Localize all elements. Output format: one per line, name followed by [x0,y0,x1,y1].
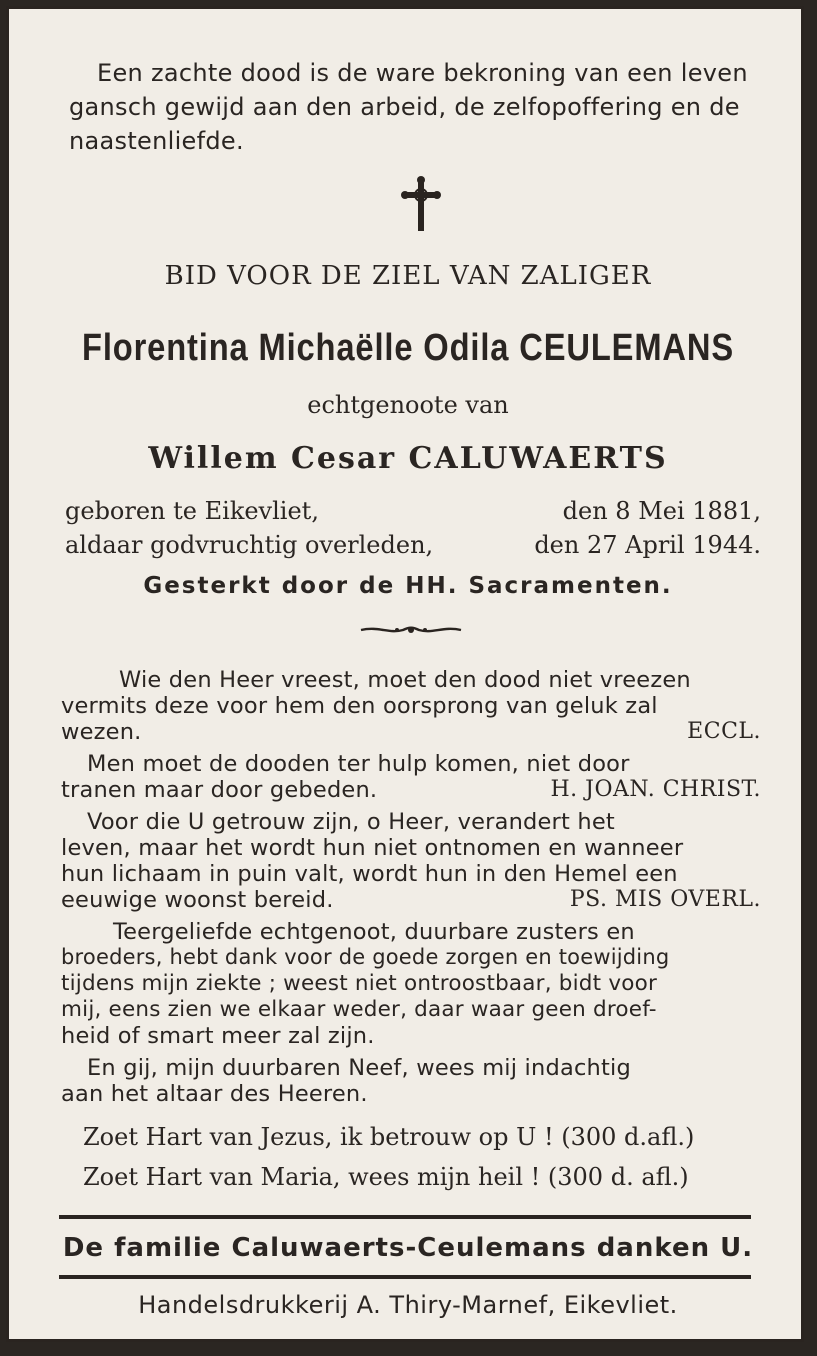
death-place: aldaar godvruchtig overleden, [65,531,434,559]
deceased-name: Florentina Michaëlle Odila CEULEMANS [82,327,734,369]
verse-2-line-2: tranen maar door gebeden. [61,777,378,803]
spouse-name: Willem Cesar CALUWAERTS [148,441,668,476]
divider-bottom [59,1275,751,1279]
death-date: den 27 April 1944. [534,531,761,559]
cross-icon [401,175,441,233]
verse-4-line-4: mij, eens zien we elkaar weder, daar waar geen droef- [61,997,657,1022]
sacraments-line: Gesterkt door de HH. Sacramenten. [143,573,673,599]
birth-date: den 8 Mei 1881, [562,497,761,525]
prayer-jezus: Zoet Hart van Jezus, ik betrouw op U ! (300 d.afl.) [83,1123,695,1151]
memorial-card [6,6,804,1342]
prayer-maria: Zoet Hart van Maria, wees mijn heil ! (300 d. afl.) [83,1163,689,1191]
spouse-label: echtgenoote van [307,391,509,419]
verse-1-source: ECCL. [687,719,761,744]
intro-line-3: naastenliefde. [69,127,244,155]
birth-place: geboren te Eikevliet, [65,497,319,525]
verse-3-line-3: hun lichaam in puin valt, wordt hun in den Hemel een [61,861,678,887]
printer-credit: Handelsdrukkerij A. Thiry-Marnef, Eikevliet. [138,1291,678,1319]
verse-3-line-1: Voor die U getrouw zijn, o Heer, verandert het [87,809,615,835]
verse-5-line-2: aan het altaar des Heeren. [61,1081,368,1107]
verse-1-line-3: wezen. [61,719,142,745]
intro-line-1: Een zachte dood is de ware bekroning van een leven [97,59,748,87]
verse-2-source: H. JOAN. CHRIST. [550,777,761,802]
verse-1-line-1: Wie den Heer vreest, moet den dood niet vreezen [119,667,691,693]
family-thanks: De familie Caluwaerts-Ceulemans danken U. [62,1233,754,1263]
verse-4-line-2: broeders, hebt dank voor de goede zorgen en toewijding [61,945,670,969]
prayer-request-heading: BID VOOR DE ZIEL VAN ZALIGER [164,261,652,291]
verse-3-line-2: leven, maar het wordt hun niet ontnomen en wanneer [61,835,684,861]
divider-top [59,1215,751,1219]
verse-4-line-1: Teergeliefde echtgenoot, duurbare zusters en [113,919,635,945]
intro-line-2: gansch gewijd aan den arbeid, de zelfopoffering en de [69,93,740,121]
verse-3-source: PS. MIS OVERL. [569,887,761,912]
verse-4-line-5: heid of smart meer zal zijn. [61,1023,375,1049]
verse-1-line-2: vermits deze voor hem den oorsprong van geluk zal [61,693,658,719]
verse-3-line-4: eeuwige woonst bereid. [61,887,334,913]
ornament-divider [359,623,463,637]
verse-5-line-1: En gij, mijn duurbaren Neef, wees mij indachtig [87,1055,631,1081]
verse-4-line-3: tijdens mijn ziekte ; weest niet ontroostbaar, bidt voor [61,971,657,996]
verse-2-line-1: Men moet de dooden ter hulp komen, niet door [87,751,630,777]
